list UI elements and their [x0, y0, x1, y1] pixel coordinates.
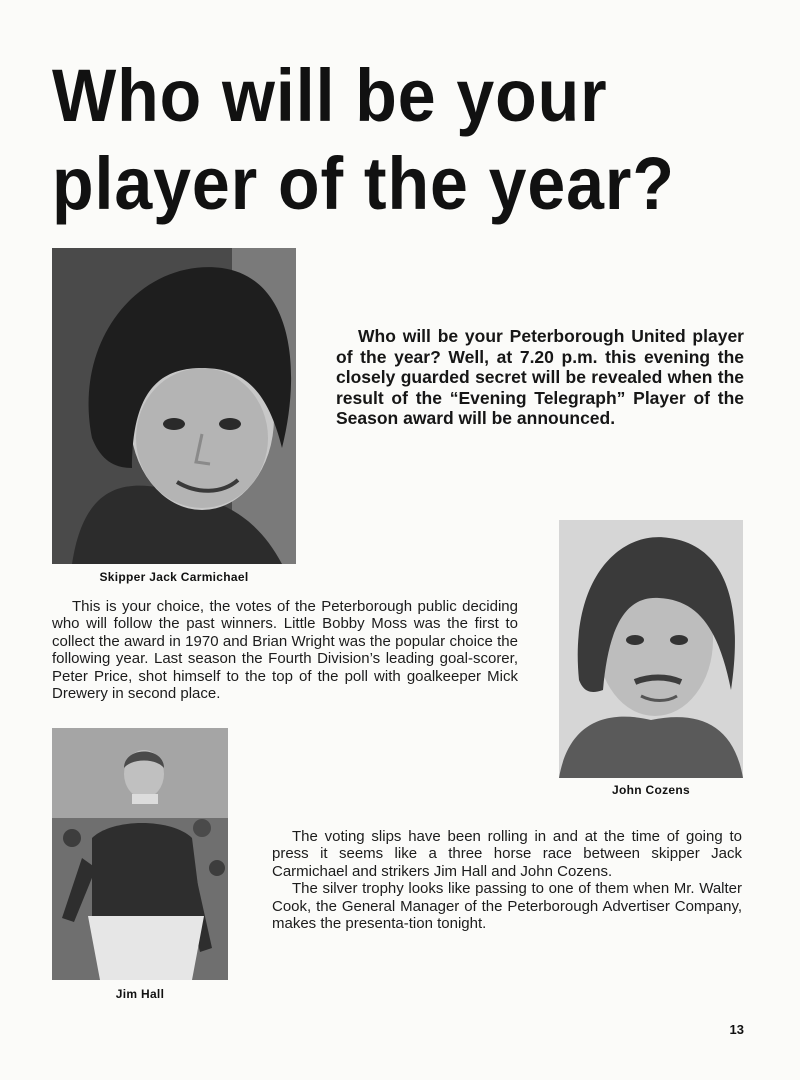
caption-john-cozens: John Cozens — [612, 783, 690, 797]
action-photo-illustration — [52, 728, 228, 980]
body-paragraph-3-text: The silver trophy looks like passing to one of them when Mr. Walter Cook, the General Manager of the Peterborough Advertiser Company, makes the presenta-tion tonight. — [272, 880, 742, 933]
caption-jack-carmichael: Skipper Jack Carmichael — [99, 570, 249, 584]
page-number: 13 — [729, 1022, 744, 1037]
headline-line-2: player of the year? — [52, 142, 675, 225]
caption-jim-hall: Jim Hall — [115, 987, 165, 1001]
portrait-illustration — [559, 520, 743, 778]
body-paragraph-1-text: This is your choice, the votes of the Peterborough public deciding who will follow the past winners. Little Bobby Moss was the first to collect the award in 1970 and Brian Wright was the popular choice the following year. Last season the Fourth Division’s leading goal-scorer, Peter Price, shot himself to the top of the poll with goalkeeper Mick Drewery in second place. — [52, 598, 518, 703]
body-paragraph-1 — [52, 598, 518, 702]
photo-jack-carmichael — [52, 248, 296, 564]
headline-line-1: Who will be your — [52, 54, 608, 137]
photo-jim-hall — [52, 728, 228, 980]
body-paragraph-2-text: The voting slips have been rolling in and at the time of going to press it seems like a three horse race between skipper Jack Carmichael and strikers Jim Hall and John Cozens. — [272, 828, 742, 880]
headline — [52, 52, 714, 228]
intro-paragraph: Who will be your Peterborough United player of the year? Well, at 7.20 p.m. this evening the closely guarded secret will be revealed when the result of the “Evening Telegraph” Player of the Season award will be announced. — [336, 326, 744, 428]
portrait-illustration — [52, 248, 296, 564]
body-paragraphs-2-3 — [272, 828, 742, 932]
photo-john-cozens — [559, 520, 743, 778]
